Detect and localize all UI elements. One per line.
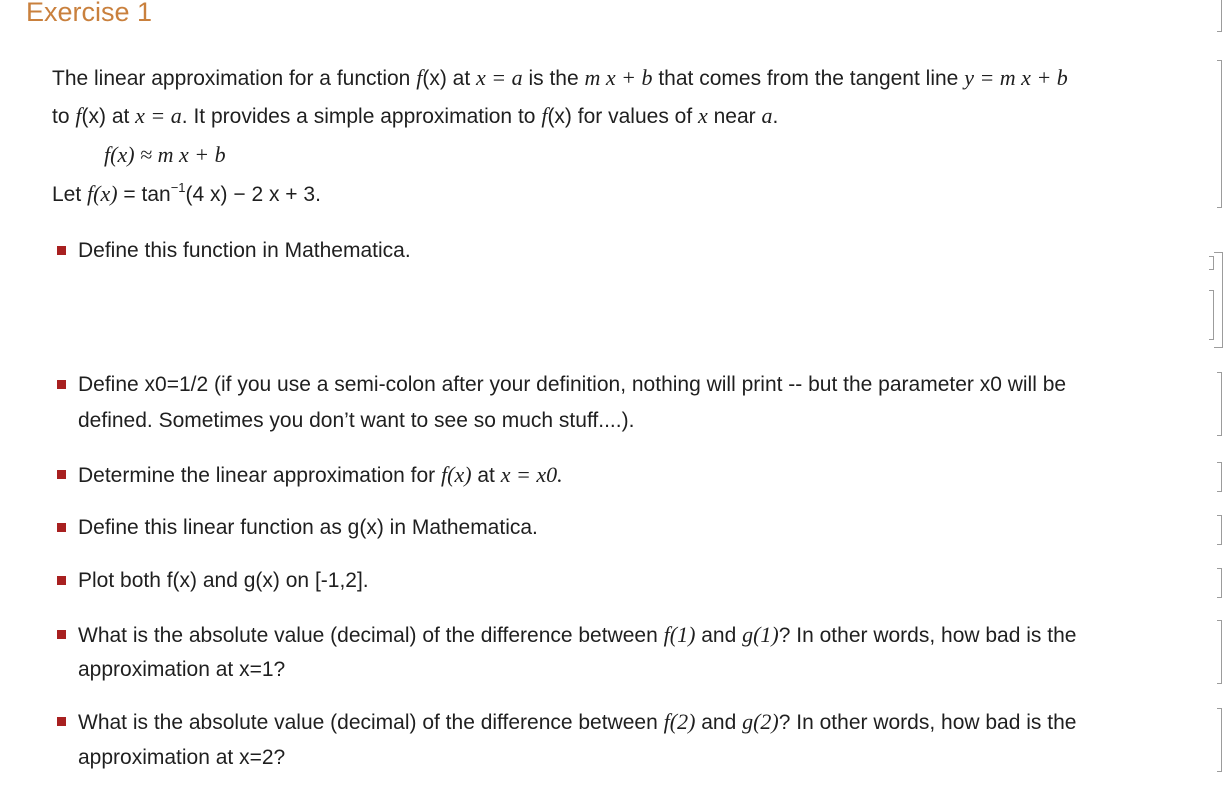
bullet-text: What is the absolute value (decimal) of the difference between	[78, 624, 664, 647]
cell-bracket[interactable]	[1217, 708, 1222, 772]
intro-text: to	[52, 105, 76, 128]
intro-text: Let	[52, 183, 88, 206]
math-x-eq-a: x = a	[135, 103, 182, 128]
bullet-7-line-1	[78, 704, 1076, 740]
bullet-text: Determine the linear approximation for	[78, 464, 442, 487]
intro-text: The linear approximation for a function	[52, 67, 417, 90]
cell-bracket[interactable]	[1217, 462, 1222, 492]
cell-bracket[interactable]	[1217, 0, 1222, 32]
cell-bracket[interactable]	[1217, 372, 1222, 436]
math-x-eq-a: x = a	[476, 65, 523, 90]
math-f1: f(1)	[663, 622, 696, 647]
bullet-text: What is the absolute value (decimal) of the difference between	[78, 711, 664, 734]
math-g1: g(1)	[742, 622, 779, 647]
intro-text: at	[446, 67, 477, 90]
intro-text: . It provides a simple approximation to	[181, 105, 542, 128]
math-mxb: m x + b	[584, 65, 653, 90]
bullet-text: and	[695, 624, 743, 647]
math-tan: = tan	[117, 183, 171, 206]
bullet-7-line-2: approximation at x=2?	[78, 746, 286, 769]
intro-text: is the	[522, 67, 585, 90]
bullet-6-line-1	[78, 617, 1076, 653]
bullet-marker	[57, 523, 66, 532]
math-f: f	[75, 103, 82, 128]
bullet-2-line-2: defined. Sometimes you don’t want to see so much stuff....).	[78, 409, 635, 432]
bullet-marker	[57, 380, 66, 389]
cell-bracket[interactable]	[1217, 515, 1222, 545]
math-f2: f(2)	[663, 709, 696, 734]
bullet-1-text: Define this function in Mathematica.	[78, 239, 411, 262]
bullet-marker	[57, 630, 66, 639]
bullet-3-text	[78, 457, 563, 493]
math-x-paren: (x)	[81, 105, 106, 128]
bullet-text: ? In other words, how bad is the	[778, 624, 1077, 647]
math-x-paren: (x)	[547, 105, 572, 128]
bullet-2-line-1: Define x0=1/2 (if you use a semi-colon after your definition, nothing will print -- but the parameter x0 will be	[78, 373, 1067, 396]
math-x: x	[698, 103, 708, 128]
section-title: Exercise 1	[26, 0, 153, 27]
cell-bracket[interactable]	[1217, 568, 1222, 598]
cell-group-bracket[interactable]	[1214, 252, 1223, 348]
intro-text: for values of	[571, 105, 698, 128]
intro-text: near	[707, 105, 762, 128]
cell-bracket[interactable]	[1217, 60, 1222, 208]
intro-line-1	[52, 60, 1068, 96]
bullet-marker	[57, 246, 66, 255]
math-rest: (4 x) − 2 x + 3.	[185, 183, 321, 206]
math-fx: f(x)	[441, 462, 472, 487]
math-fx: f(x)	[87, 181, 118, 206]
math-x-eq-x0: x = x0.	[500, 462, 563, 487]
bullet-text: and	[695, 711, 743, 734]
math-inverse-sup: −1	[170, 180, 186, 195]
bullet-text: at	[471, 464, 501, 487]
bullet-4-text: Define this linear function as g(x) in Mathematica.	[78, 516, 538, 539]
intro-line-2	[52, 98, 778, 134]
math-x-paren: (x)	[422, 67, 447, 90]
cell-bracket[interactable]	[1209, 290, 1214, 340]
intro-text: at	[105, 105, 136, 128]
let-definition	[52, 176, 321, 212]
bullet-text: ? In other words, how bad is the	[778, 711, 1077, 734]
bullet-marker	[57, 470, 66, 479]
math-g2: g(2)	[742, 709, 779, 734]
intro-text: .	[772, 105, 779, 128]
math-a: a	[761, 103, 773, 128]
bullet-marker	[57, 576, 66, 585]
bullet-marker	[57, 717, 66, 726]
math-f: f	[541, 103, 548, 128]
approx-formula	[104, 137, 226, 173]
math-ymxb: y = m x + b	[964, 65, 1068, 90]
intro-text: that comes from the tangent line	[652, 67, 965, 90]
math-f: f	[416, 65, 423, 90]
bullet-6-line-2: approximation at x=1?	[78, 658, 286, 681]
math-approx: f(x) ≈ m x + b	[104, 142, 226, 167]
bullet-5-text: Plot both f(x) and g(x) on [-1,2].	[78, 569, 369, 592]
cell-bracket[interactable]	[1217, 620, 1222, 684]
